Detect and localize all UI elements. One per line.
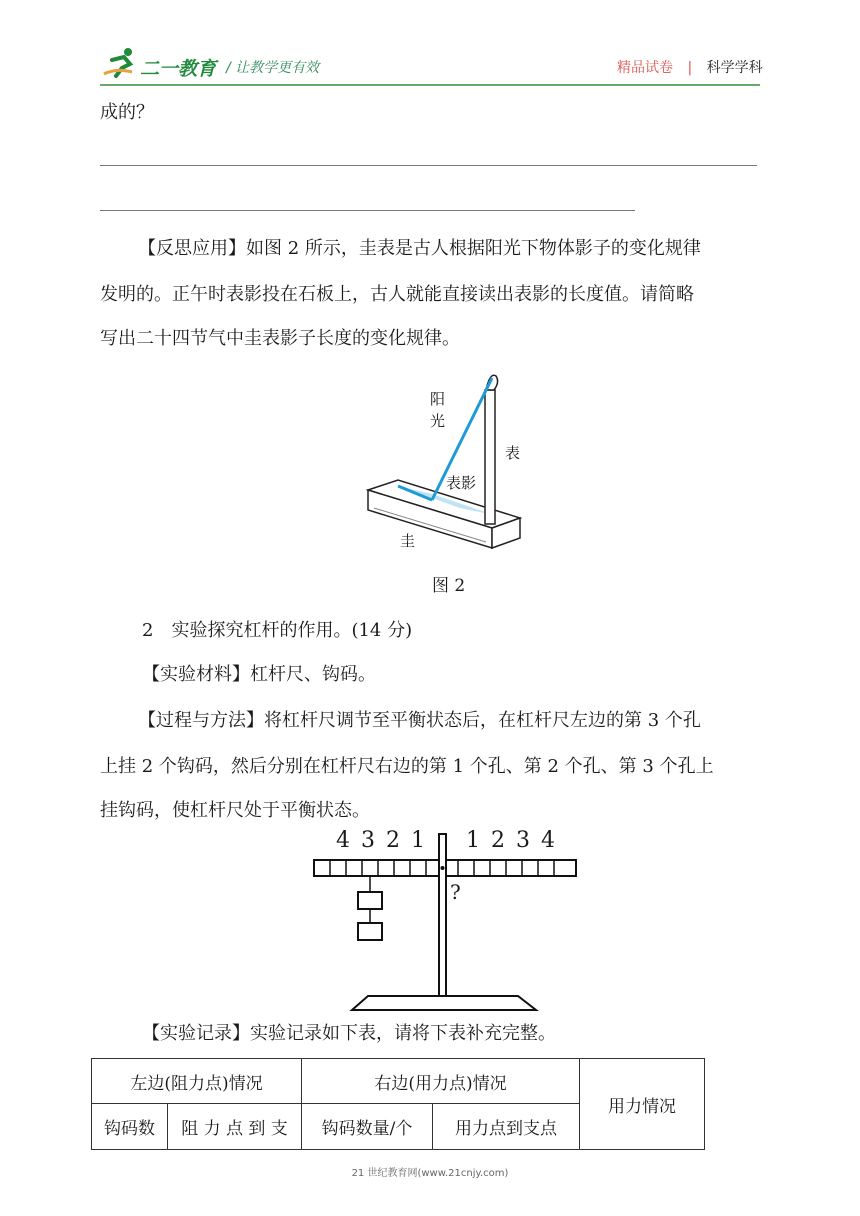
q2-method-2: 上挂 2 个钩码，然后分别在杠杆尺右边的第 1 个孔、第 2 个孔、第 3 个孔上 <box>100 756 714 777</box>
header-separator: | <box>687 60 693 76</box>
figure-2 <box>360 360 530 560</box>
q2-method-3: 挂钩码，使杠杆尺处于平衡状态。 <box>100 800 370 821</box>
lever-left-numbers: 4 3 2 1 <box>336 828 427 853</box>
table-right-header: 右边(用力点)情况 <box>302 1059 580 1104</box>
figure-2-caption: 图 2 <box>432 576 466 596</box>
q2-method-1: 【过程与方法】将杠杆尺调节至平衡状态后，在杠杆尺左边的第 3 个孔 <box>138 710 701 731</box>
logo-text: 二一教育 <box>140 58 217 80</box>
header-right <box>617 57 763 77</box>
lever-diagram <box>300 826 590 1016</box>
label-sunlight-1: 阳 <box>430 390 446 408</box>
answer-line-1[interactable] <box>100 165 757 166</box>
header <box>0 0 860 90</box>
footer: 21 世纪教育网(www.21cnjy.com) <box>351 1168 509 1179</box>
table-col-weight-count: 钩码数量/个 <box>302 1104 433 1150</box>
record-table <box>91 1058 705 1150</box>
lever-illustration <box>300 826 590 1016</box>
lever-right-numbers: 1 2 3 4 <box>466 828 557 853</box>
table-col-effort-dist: 用力点到支点 <box>433 1104 580 1150</box>
slogan: / 让教学更有效 <box>226 60 320 76</box>
table-col-resist-dist: 阻 力 点 到 支 <box>168 1104 302 1150</box>
subject: 科学学科 <box>706 60 763 76</box>
table-force-header: 用力情况 <box>580 1059 705 1150</box>
paper-type: 精品试卷 <box>617 60 673 76</box>
label-pole: 表 <box>505 444 521 462</box>
reflect-line-1: 【反思应用】如图 2 所示，圭表是古人根据阳光下物体影子的变化规律 <box>138 238 701 259</box>
q2-title: 2 实验探究杠杆的作用。(14 分) <box>142 620 413 641</box>
q2-materials: 【实验材料】杠杆尺、钩码。 <box>142 664 376 685</box>
question-tail: 成的？ <box>100 102 154 123</box>
table-col-weights: 钩码数 <box>92 1104 168 1150</box>
table-left-header: 左边(阻力点)情况 <box>92 1059 302 1104</box>
answer-line-2[interactable] <box>100 210 635 211</box>
header-rule <box>100 84 760 86</box>
reflect-line-3: 写出二十四节气中圭表影子长度的变化规律。 <box>100 328 460 349</box>
q2-record: 【实验记录】实验记录如下表，请将下表补充完整。 <box>142 1023 556 1044</box>
lever-question-mark: ? <box>450 880 461 904</box>
runner-logo-icon <box>102 46 140 78</box>
reflect-line-2: 发明的。正午时表影投在石板上，古人就能直接读出表影的长度值。请简略 <box>100 284 694 305</box>
label-base: 圭 <box>400 532 416 550</box>
label-shadow: 表影 <box>446 474 477 492</box>
label-sunlight-2: 光 <box>430 412 446 430</box>
